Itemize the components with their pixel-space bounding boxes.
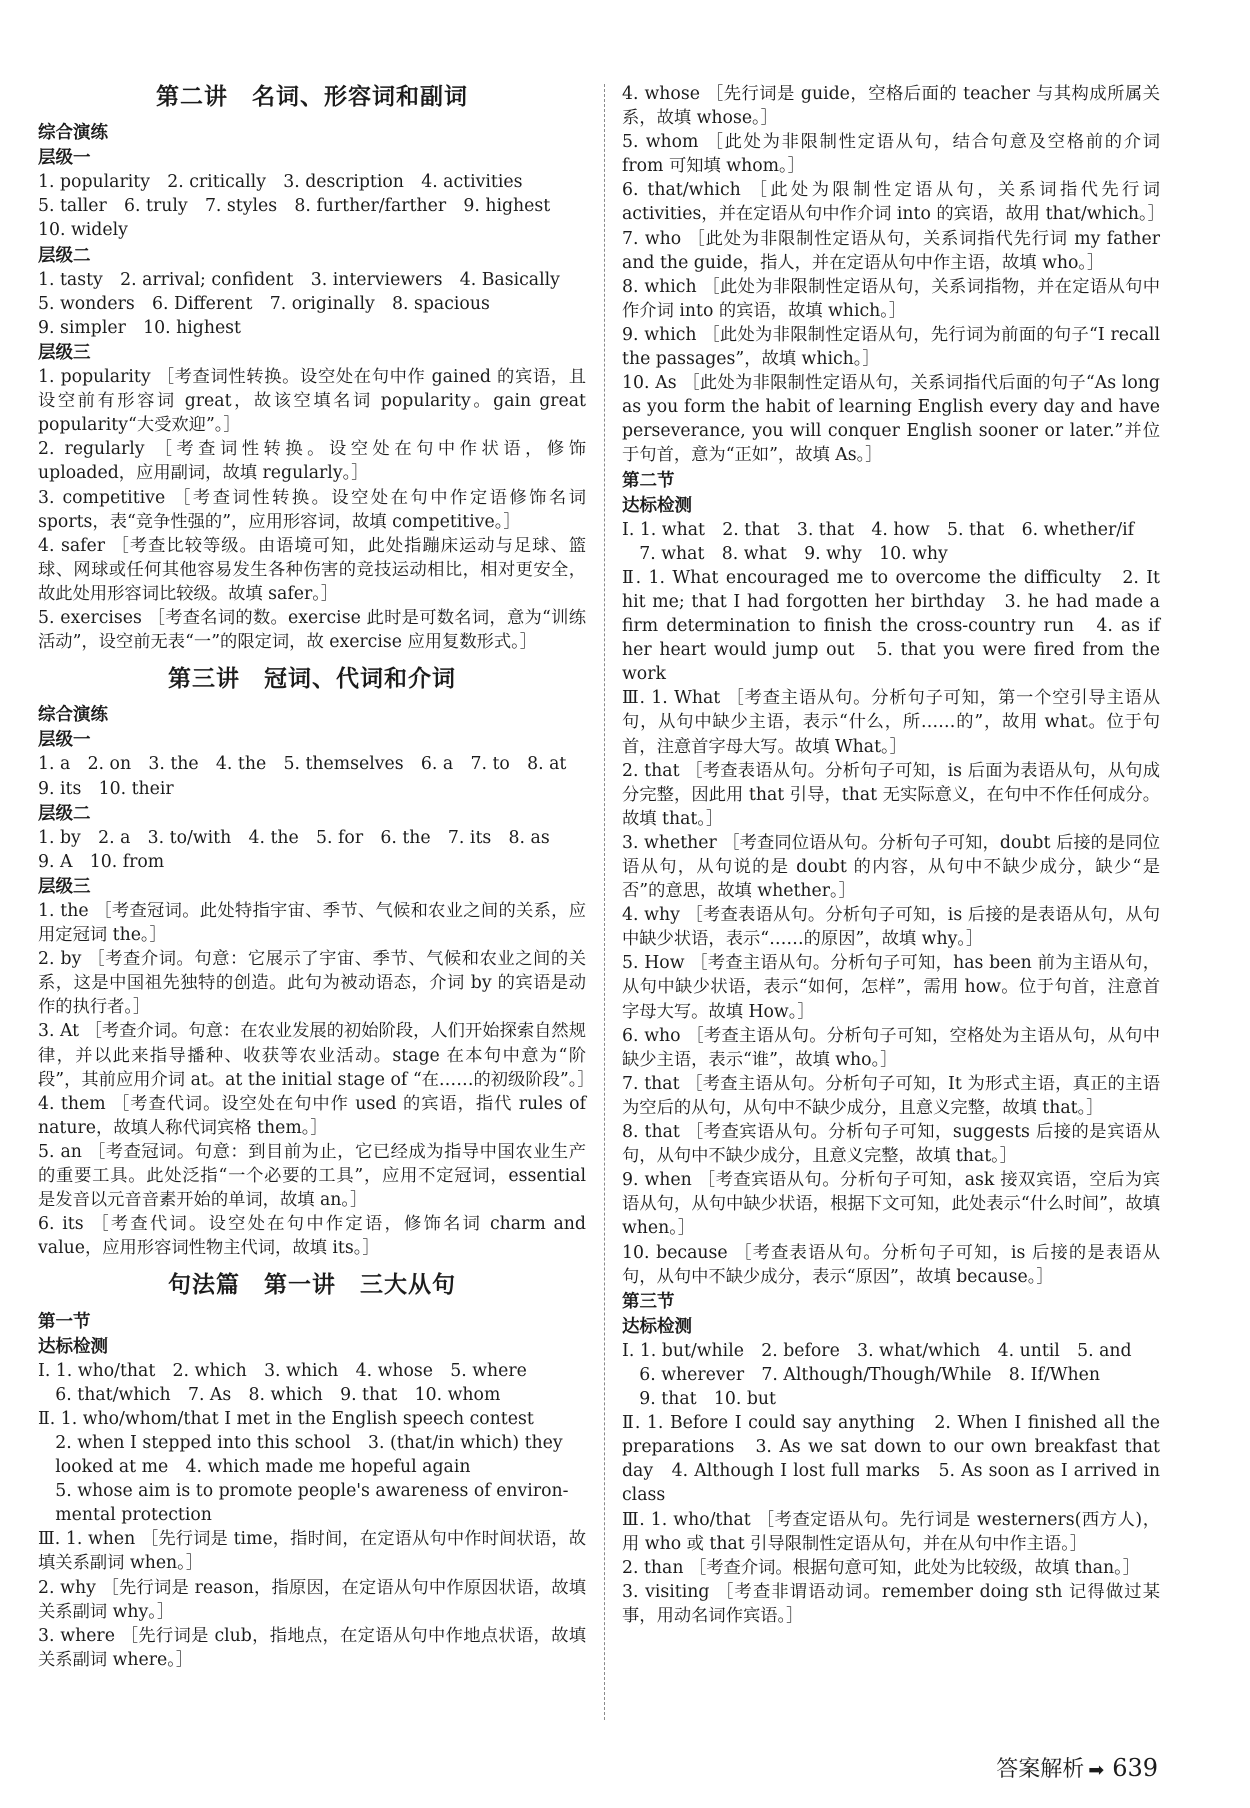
section-heading: 达标检测 bbox=[622, 495, 692, 516]
answer-item: 10. because ［考查表语从句。分析句子可知，is 后接的是表语从句，从句中不缺少成分，表示“原因”，故填 because。］ bbox=[622, 1242, 1160, 1287]
answer-item: 3. At ［考查介词。句意：在农业发展的初始阶段，人们开始探索自然规律，并以此来指导播种、收获等农业活动。stage 在本句中意为“阶段”，其前应用介词 at。at the initial stage of “在……的初级阶段”。］ bbox=[38, 1021, 595, 1090]
right-column bbox=[622, 82, 1165, 1628]
answer-line: 6. that/which 7. As 8. which 9. that 10. whom bbox=[38, 1384, 501, 1405]
section-heading: 层级三 bbox=[38, 342, 91, 363]
answer-line: mental protection bbox=[38, 1505, 212, 1526]
page-footer bbox=[996, 1752, 1158, 1783]
answer-line: 5. wonders 6. Different 7. originally 8. spacious bbox=[38, 293, 490, 314]
section-heading: 层级二 bbox=[38, 803, 91, 824]
answer-line: 1. tasty 2. arrival; confident 3. interviewers 4. Basically bbox=[38, 269, 560, 290]
column-divider bbox=[604, 84, 605, 1720]
answer-line: Ⅰ. 1. what 2. that 3. that 4. how 5. that 6. whether/if bbox=[622, 519, 1135, 540]
answer-line: 7. what 8. what 9. why 10. why bbox=[622, 543, 948, 564]
section-heading: 综合演练 bbox=[38, 123, 108, 144]
section-heading: 达标检测 bbox=[622, 1316, 692, 1337]
answer-line: looked at me 4. which made me hopeful again bbox=[38, 1457, 471, 1478]
answer-item: 3. where ［先行词是 club，指地点，在定语从句中作地点状语，故填关系副词 where。］ bbox=[38, 1625, 586, 1670]
answer-item: 2. that ［考查表语从句。分析句子可知，is 后面为表语从句，从句成分完整，因此用 that 引导，that 无实际意义，在句中不作任何成分。故填 that。］ bbox=[622, 760, 1160, 829]
answer-item: 3. visiting ［考查非谓语动词。remember doing sth 记得做过某事，用动名词作宾语。］ bbox=[622, 1581, 1160, 1626]
lecture-heading: 第二讲 名词、形容词和副词 bbox=[156, 84, 468, 110]
answer-line: 9. its 10. their bbox=[38, 778, 174, 799]
answer-item: 7. that ［考查主语从句。分析句子可知，It 为形式主语，真正的主语为空后的从句，从句中不缺少成分，且意义完整，故填 that。］ bbox=[622, 1073, 1160, 1118]
answer-line: 6. wherever 7. Although/Though/While 8. If/When bbox=[622, 1364, 1100, 1385]
answer-item: 2. than ［考查介词。根据句意可知，此处为比较级，故填 than。］ bbox=[622, 1557, 1141, 1578]
answer-item: 1. popularity ［考查词性转换。设空处在句中作 gained 的宾语，且设空前有形容词 great，故该空填名词 popularity。gain great popularity“大受欢迎”。］ bbox=[38, 367, 586, 436]
section-heading: 达标检测 bbox=[38, 1336, 108, 1357]
section-heading: 第二节 bbox=[622, 470, 675, 491]
answer-item: 5. exercises ［考查名词的数。exercise 此时是可数名词，意为“训练活动”，设空前无表“一”的限定词，故 exercise 应用复数形式。］ bbox=[38, 607, 586, 653]
answer-item: 10. As ［此处为非限制性定语从句，关系词指代后面的句子“As long as you form the habit of learning English every day and have perseverance, you will conquer English sooner or later.”并位于句首，意为“正如”，故填 As。］ bbox=[622, 373, 1160, 466]
answer-item: 4. whose ［先行词是 guide，空格后面的 teacher 与其构成所属关系，故填 whose。］ bbox=[622, 84, 1160, 129]
answer-line: Ⅰ. 1. but/while 2. before 3. what/which 4. until 5. and bbox=[622, 1340, 1132, 1361]
section-heading: 第一节 bbox=[38, 1311, 91, 1332]
answer-item: 3. competitive ［考查词性转换。设空处在句中作定语修饰名词 sports，表“竞争性强的”，应用形容词，故填 competitive。］ bbox=[38, 487, 586, 532]
answer-item: 4. why ［考查表语从句。分析句子可知，is 后接的是表语从句，从句中缺少状语，表示“……的原因”，故填 why。］ bbox=[622, 905, 1160, 950]
answer-item: 9. when ［考查宾语从句。分析句子可知，ask 接双宾语，空后为宾语从句，从句中缺少状语，根据下文可知，此处表示“什么时间”，故填 when。］ bbox=[622, 1170, 1160, 1239]
answer-line: 9. simpler 10. highest bbox=[38, 317, 241, 338]
answer-item: 8. which ［此处为非限制性定语从句，关系词指物，并在定语从句中作介词 into 的宾语，故填 which。］ bbox=[622, 276, 1160, 321]
answer-line: 1. by 2. a 3. to/with 4. the 5. for 6. the 7. its 8. as bbox=[38, 827, 550, 848]
answer-line: 10. widely bbox=[38, 220, 128, 241]
answer-item: Ⅲ. 1. What ［考查主语从句。分析句子可知，第一个空引导主语从句，从句中缺少主语，表示“什么，所……的”，故用 what。位于句首，注意首字母大写。故填 What。］ bbox=[622, 688, 1160, 757]
answer-line: 1. popularity 2. critically 3. description 4. activities bbox=[38, 172, 523, 193]
page-number: 639 bbox=[1112, 1754, 1158, 1782]
answer-item: 8. that ［考查宾语从句。分析句子可知，suggests 后接的是宾语从句，从句中不缺少成分，且意义完整，故填 that。］ bbox=[622, 1122, 1160, 1167]
answer-item: 5. an ［考查冠词。句意：到目前为止，它已经成为指导中国农业生产的重要工具。此处泛指“一个必要的工具”，应用不定冠词，essential 是发音以元音音素开始的单词，故填 an。］ bbox=[38, 1141, 586, 1211]
answer-item: 3. whether ［考查同位语从句。分析句子可知，doubt 后接的是同位语从句，从句说的是 doubt 的内容，从句中不缺少成分，缺少“是否”的意思，故填 whether。］ bbox=[622, 832, 1160, 902]
answer-line: 1. a 2. on 3. the 4. the 5. themselves 6. a 7. to 8. at bbox=[38, 754, 567, 775]
section-heading: 层级二 bbox=[38, 245, 91, 266]
section-heading: 层级一 bbox=[38, 730, 91, 751]
answer-item: 7. who ［此处为非限制性定语从句，关系词指代先行词 my father and the guide，指人，并在定语从句中作主语，故填 who。］ bbox=[622, 228, 1160, 273]
section-heading: 层级一 bbox=[38, 148, 91, 169]
section-heading: 第三节 bbox=[622, 1291, 675, 1312]
section-heading: 综合演练 bbox=[38, 705, 108, 726]
answer-item: 2. why ［先行词是 reason，指原因，在定语从句中作原因状语，故填关系副词 why。］ bbox=[38, 1577, 586, 1622]
spacer bbox=[38, 654, 586, 664]
lecture-heading: 句法篇 第一讲 三大从句 bbox=[168, 1272, 456, 1299]
answer-line: 9. A 10. from bbox=[38, 851, 165, 872]
answer-item: Ⅱ. 1. Before I could say anything 2. When I finished all the preparations 3. As we sat down to our own breakfast that day 4. Although I lost full marks 5. As soon as I arrived in class bbox=[622, 1413, 1160, 1506]
answer-item: 6. that/which ［此处为限制性定语从句，关系词指代先行词 activities，并在定语从句中作介词 into 的宾语，故用 that/which。］ bbox=[622, 180, 1165, 225]
answer-item: 2. regularly ［考查词性转换。设空处在句中作状语，修饰 uploaded，应用副词，故填 regularly。］ bbox=[38, 439, 586, 484]
answer-item: 2. by ［考查介词。句意：它展示了宇宙、季节、气候和农业之间的关系，这是中国祖先独特的创造。此句为被动语态，介词 by 的宾语是动作的执行者。］ bbox=[38, 949, 586, 1018]
answer-item: 4. safer ［考查比较等级。由语境可知，此处指蹦床运动与足球、篮球、网球或任何其他容易发生各种伤害的竞技运动相比，相对更安全，故此处用形容词比较级。故填 safer。］ bbox=[38, 535, 586, 604]
answer-item: 5. whom ［此处为非限制性定语从句，结合句意及空格前的介词 from 可知填 whom。］ bbox=[622, 132, 1160, 177]
answer-item: 5. How ［考查主语从句。分析句子可知，has been 前为主语从句，从句中缺少状语，表示“如何，怎样”，需用 how。位于句首，注意首字母大写。故填 How。］ bbox=[622, 953, 1160, 1022]
answer-line: 9. that 10. but bbox=[622, 1389, 776, 1410]
answer-line: 2. when I stepped into this school 3. (that/in which) they bbox=[38, 1432, 563, 1453]
answer-line: Ⅱ. 1. who/whom/that I met in the English speech contest bbox=[38, 1408, 534, 1429]
answer-item: 9. which ［此处为非限制性定语从句，先行词为前面的句子“I recall the passages”，故填 which。］ bbox=[622, 324, 1160, 370]
answer-item: 6. who ［考查主语从句。分析句子可知，空格处为主语从句，从句中缺少主语，表示“谁”，故填 who。］ bbox=[622, 1025, 1160, 1070]
left-column bbox=[38, 82, 595, 1672]
lecture-heading: 第三讲 冠词、代词和介词 bbox=[168, 666, 456, 693]
answer-line: Ⅰ. 1. who/that 2. which 3. which 4. whose 5. where bbox=[38, 1360, 527, 1381]
answer-line: 5. taller 6. truly 7. styles 8. further/farther 9. highest bbox=[38, 196, 551, 217]
answer-item: 6. its ［考查代词。设空处在句中作定语，修饰名词 charm and value，应用形容词性物主代词，故填 its。］ bbox=[38, 1214, 586, 1259]
answer-item: Ⅲ. 1. who/that ［考查定语从句。先行词是 westerners(西方人)，用 who 或 that 引导限制性定语从句，并在从句中作主语。］ bbox=[622, 1509, 1160, 1554]
answer-item: 1. the ［考查冠词。此处特指宇宙、季节、气候和农业之间的关系，应用定冠词 the。］ bbox=[38, 901, 586, 946]
answer-item: Ⅲ. 1. when ［先行词是 time，指时间，在定语从句中作时间状语，故填关系副词 when。］ bbox=[38, 1529, 586, 1574]
section-heading: 层级三 bbox=[38, 876, 91, 897]
arrow-icon: ➡ bbox=[1088, 1759, 1105, 1781]
footer-label: 答案解析 bbox=[996, 1757, 1085, 1782]
answer-item: Ⅱ. 1. What encouraged me to overcome the difficulty 2. It hit me; that I had forgotten her birthday 3. he had made a firm determination to finish the cross-country run 4. as if her heart would jump out 5. that you were fired from the work bbox=[622, 567, 1160, 685]
answer-line: 5. whose aim is to promote people's awareness of environ- bbox=[38, 1481, 569, 1502]
answer-item: 4. them ［考查代词。设空处在句中作 used 的宾语，指代 rules of nature，故填人称代词宾格 them。］ bbox=[38, 1093, 586, 1138]
spacer bbox=[38, 1260, 586, 1270]
